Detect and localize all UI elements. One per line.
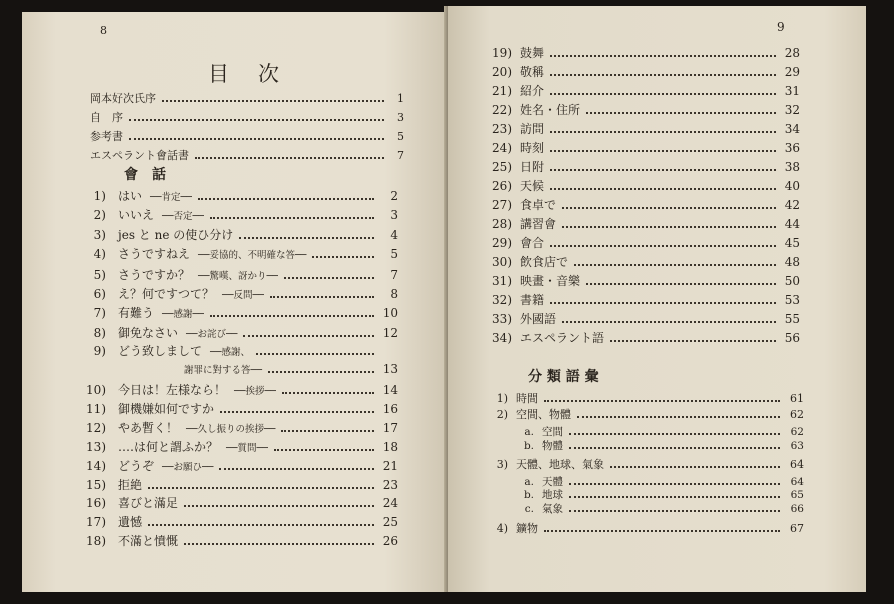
entry-label: 會合	[520, 236, 545, 250]
entry-number: 30)	[492, 255, 512, 269]
entry-page-number: 7	[390, 268, 398, 282]
leader-dots	[562, 321, 776, 323]
entry-number: 13)	[86, 440, 106, 454]
vocab-subentry	[520, 438, 804, 453]
toc-entry	[82, 226, 398, 243]
entry-number: 9)	[93, 344, 106, 358]
entry-page-number: 53	[784, 293, 800, 307]
leader-dots	[148, 524, 374, 526]
leader-dots	[550, 188, 776, 190]
leader-dots	[282, 392, 374, 394]
leader-dots	[569, 483, 780, 485]
entry-label: 空間、物體	[516, 408, 571, 421]
entry-page-number: 45	[784, 236, 800, 250]
leader-dots	[569, 496, 780, 498]
leader-dots	[550, 169, 776, 171]
vocab-subentry	[520, 487, 804, 502]
toc-entry	[486, 196, 800, 213]
toc-entry	[486, 291, 800, 308]
leader-dots	[569, 433, 780, 435]
entry-number: b.	[523, 440, 534, 452]
entry-page-number: 38	[784, 160, 800, 174]
toc-entry	[486, 120, 800, 137]
entry-page-number: 16	[382, 402, 398, 416]
entry-label: 天候	[520, 179, 545, 193]
entry-label: 外國語	[520, 312, 557, 326]
entry-label: 食卓で	[520, 198, 557, 212]
toc-entry	[486, 329, 800, 346]
entry-number: a.	[524, 476, 534, 488]
entry-page-number: 40	[784, 179, 800, 193]
leader-dots	[270, 296, 374, 298]
entry-label: 映畫・音樂	[520, 274, 581, 288]
entry-page-number: 50	[784, 274, 800, 288]
entry-label: 紹介	[520, 84, 545, 98]
toc-entry	[82, 245, 398, 262]
entry-number: 4)	[496, 522, 508, 535]
vocab-entry	[486, 456, 804, 472]
entry-label: 御免なさい	[118, 326, 179, 340]
entry-number: 17)	[86, 515, 106, 529]
leader-dots	[220, 411, 374, 413]
toc-entry	[486, 177, 800, 194]
entry-number: 3)	[496, 458, 508, 471]
entry-number: 27)	[492, 198, 512, 212]
entry-subtitle: 謝罪に對する答──	[184, 365, 262, 376]
entry-subtitle: ──感謝、	[210, 347, 250, 358]
entry-label: 今日は！左様なら！	[118, 383, 227, 397]
entry-label: やあ暫く！	[118, 421, 179, 435]
toc-entry	[486, 101, 800, 118]
entry-number: 20)	[492, 65, 512, 79]
entry-page-number: 25	[382, 515, 398, 529]
entry-number: 8)	[93, 326, 106, 340]
toc-entry	[82, 513, 398, 530]
leader-dots	[195, 157, 384, 159]
leader-dots	[284, 277, 374, 279]
toc-entry	[82, 532, 398, 549]
toc-entry	[82, 381, 398, 398]
entry-page-number: 10	[382, 306, 398, 320]
entry-number: 21)	[492, 84, 512, 98]
leader-dots	[586, 283, 776, 285]
entry-page-number: 31	[784, 84, 800, 98]
entry-page-number: 32	[784, 103, 800, 117]
entry-page-number: 12	[382, 326, 398, 340]
entry-label: 時間	[516, 392, 538, 405]
entry-number: 22)	[492, 103, 512, 117]
leader-dots	[544, 400, 780, 402]
entry-page-number: 18	[382, 440, 398, 454]
leader-dots	[148, 487, 374, 489]
entry-page-number: 67	[790, 522, 804, 535]
entry-label: ‥‥は何と謂ふか？	[118, 440, 219, 454]
entry-label: どう致しまして	[118, 344, 203, 358]
leader-dots	[550, 74, 776, 76]
entry-page-number: 44	[784, 217, 800, 231]
entry-number: 18)	[86, 534, 106, 548]
leader-dots	[569, 510, 780, 512]
entry-label: 講習會	[520, 217, 557, 231]
leader-dots	[210, 315, 374, 317]
toc-entry	[82, 419, 398, 436]
entry-label: 鼓舞	[520, 46, 545, 60]
entry-number: 11)	[86, 402, 106, 416]
entry-subtitle: ──お願ひ──	[162, 462, 214, 473]
entry-label: 敬稱	[520, 65, 545, 79]
entry-page-number: 48	[784, 255, 800, 269]
toc-entry	[82, 324, 398, 341]
entry-number: 25)	[492, 160, 512, 174]
entry-page-number: 3	[390, 208, 398, 222]
leader-dots	[610, 466, 780, 468]
entry-page-number: 61	[790, 392, 804, 405]
toc-entry	[486, 82, 800, 99]
leader-dots	[544, 530, 780, 532]
entry-label: 姓名・住所	[520, 103, 581, 117]
entry-page-number: 56	[784, 331, 800, 345]
entry-label: 氣象	[542, 503, 563, 515]
entry-number: 7)	[93, 306, 106, 320]
leader-dots	[268, 371, 374, 373]
toc-entry	[486, 63, 800, 80]
conversation-section-heading: 會 話	[124, 167, 166, 183]
entry-page-number: 34	[784, 122, 800, 136]
entry-page-number: 2	[390, 189, 398, 203]
entry-label: どうぞ	[118, 459, 155, 473]
toc-entry	[82, 266, 398, 283]
entry-label: 参考書	[90, 130, 123, 143]
entry-label: 日附	[520, 160, 545, 174]
entry-label: 天體	[542, 476, 563, 488]
leader-dots	[281, 430, 374, 432]
leader-dots	[256, 353, 374, 355]
leader-dots	[239, 237, 374, 239]
entry-page-number: 4	[390, 228, 398, 242]
entry-number: 2)	[93, 208, 106, 222]
entry-number: 31)	[492, 274, 512, 288]
leader-dots	[577, 416, 780, 418]
vocab-subentry	[520, 501, 804, 516]
leader-dots	[219, 468, 374, 470]
entry-label: 不滿と憤慨	[118, 534, 179, 548]
entry-page-number: 65	[790, 489, 804, 501]
entry-label: さうですか？	[118, 268, 191, 282]
entry-page-number: 1	[397, 92, 404, 105]
front-matter-item	[90, 90, 404, 106]
toc-entry	[486, 215, 800, 232]
entry-label: 鑛物	[516, 522, 538, 535]
entry-number: 14)	[86, 459, 106, 473]
toc-entry	[82, 494, 398, 511]
leader-dots	[562, 207, 776, 209]
entry-label: 遺憾	[118, 515, 143, 529]
entry-label: え？何ですつて？	[118, 287, 215, 301]
entry-number: 19)	[492, 46, 512, 60]
front-matter-item	[90, 128, 404, 144]
entry-label: 訪問	[520, 122, 545, 136]
entry-number: 24)	[492, 141, 512, 155]
entry-number: 28)	[492, 217, 512, 231]
entry-number: 32)	[492, 293, 512, 307]
leader-dots	[210, 217, 374, 219]
entry-page-number: 13	[382, 362, 398, 376]
right-page-number: 9	[777, 20, 785, 34]
entry-subtitle: ──質問──	[226, 443, 268, 454]
leader-dots	[198, 198, 374, 200]
entry-page-number: 23	[382, 478, 398, 492]
entry-subtitle: ──久し振りの挨拶──	[186, 424, 276, 435]
entry-subtitle: ──妥協的、不明確な答──	[198, 250, 307, 261]
entry-page-number: 55	[784, 312, 800, 326]
entry-subtitle: ──挨拶──	[234, 386, 276, 397]
entry-page-number: 14	[382, 383, 398, 397]
toc-entry	[486, 158, 800, 175]
leader-dots	[562, 226, 776, 228]
entry-page-number: 17	[382, 421, 398, 435]
front-matter-item	[90, 147, 404, 163]
entry-subtitle: ──感謝──	[162, 309, 204, 320]
entry-number: 12)	[86, 421, 106, 435]
entry-number: 2)	[496, 408, 508, 421]
entry-label: jes と ne の使ひ分け	[118, 228, 234, 242]
entry-number: 1)	[496, 392, 508, 405]
entry-label: エスペラント會話書	[90, 149, 189, 162]
toc-entry	[82, 206, 398, 223]
entry-number: 23)	[492, 122, 512, 136]
leader-dots	[586, 112, 776, 114]
entry-page-number: 26	[382, 534, 398, 548]
toc-entry	[82, 285, 398, 302]
leader-dots	[550, 55, 776, 57]
entry-label: 時刻	[520, 141, 545, 155]
toc-entry	[82, 400, 398, 417]
leader-dots	[550, 245, 776, 247]
entry-label: 物體	[542, 440, 563, 452]
left-page-number: 8	[100, 24, 107, 37]
entry-page-number: 24	[382, 496, 398, 510]
leader-dots	[184, 543, 374, 545]
entry-number: 15)	[86, 478, 106, 492]
entry-label: 自 序	[90, 111, 123, 124]
entry-subtitle: ──お詫び──	[186, 329, 238, 340]
entry-label: いいえ	[118, 208, 155, 222]
entry-label: 有難う	[118, 306, 155, 320]
leader-dots	[550, 302, 776, 304]
leader-dots	[162, 100, 384, 102]
toc-entry	[486, 139, 800, 156]
entry-number: 34)	[492, 331, 512, 345]
entry-page-number: 42	[784, 198, 800, 212]
toc-entry	[486, 253, 800, 270]
leader-dots	[550, 150, 776, 152]
entry-subtitle: ──否定──	[162, 211, 204, 222]
leader-dots	[569, 447, 780, 449]
entry-label: はい	[118, 189, 143, 203]
entry-number: 6)	[93, 287, 106, 301]
toc-entry	[82, 476, 398, 493]
toc-entry	[82, 187, 398, 204]
entry-label: 地球	[542, 489, 563, 501]
entry-label: 天體、地球、氣象	[516, 458, 604, 471]
entry-label: 書籍	[520, 293, 545, 307]
entry-number: 16)	[86, 496, 106, 510]
entry-label: さうですねえ	[118, 247, 191, 261]
entry-page-number: 3	[397, 111, 404, 124]
entry-number: 33)	[492, 312, 512, 326]
entry-number: 1)	[93, 189, 106, 203]
entry-number: 4)	[93, 247, 106, 261]
toc-entry	[486, 272, 800, 289]
leader-dots	[184, 505, 374, 507]
entry-number: a.	[524, 426, 534, 438]
entry-subtitle: ──反問──	[222, 290, 264, 301]
leader-dots	[243, 335, 374, 337]
toc-entry	[82, 438, 398, 455]
entry-number: 29)	[492, 236, 512, 250]
entry-subtitle: ──肯定──	[150, 192, 192, 203]
vocab-entry	[486, 406, 804, 422]
entry-label: 御機嫌如何ですか	[118, 402, 215, 416]
entry-subtitle: ──驚嘆、訝かり──	[198, 271, 278, 282]
toc-entry	[82, 342, 398, 359]
vocab-subentry	[520, 424, 804, 439]
entry-number: c.	[524, 503, 534, 515]
entry-label: 空間	[542, 426, 563, 438]
entry-label: 岡本好次氏序	[90, 92, 156, 105]
toc-entry	[82, 457, 398, 474]
entry-label: 飲食店で	[520, 255, 569, 269]
entry-page-number: 21	[382, 459, 398, 473]
leader-dots	[129, 138, 384, 140]
leader-dots	[550, 93, 776, 95]
toc-entry	[486, 310, 800, 327]
entry-page-number: 36	[784, 141, 800, 155]
entry-number: 3)	[93, 228, 106, 242]
leader-dots	[610, 340, 776, 342]
entry-page-number: 28	[784, 46, 800, 60]
toc-entry	[486, 234, 800, 251]
entry-page-number: 64	[790, 476, 804, 488]
entry-number: 5)	[93, 268, 106, 282]
leader-dots	[274, 449, 374, 451]
toc-title: 目 次	[208, 62, 283, 86]
entry-continuation	[176, 362, 398, 376]
entry-page-number: 66	[790, 503, 804, 515]
entry-page-number: 5	[397, 130, 404, 143]
entry-label: 喜びと滿足	[118, 496, 179, 510]
toc-entry	[82, 304, 398, 321]
entry-page-number: 62	[790, 408, 804, 421]
entry-page-number: 62	[790, 426, 804, 438]
vocab-entry	[486, 390, 804, 406]
entry-label: エスペラント語	[520, 331, 605, 345]
leader-dots	[312, 256, 374, 258]
leader-dots	[574, 264, 776, 266]
entry-page-number: 64	[790, 458, 804, 471]
leader-dots	[550, 131, 776, 133]
entry-label: 拒絶	[118, 478, 143, 492]
vocab-entry	[486, 520, 804, 536]
leader-dots	[129, 119, 384, 121]
entry-page-number: 5	[390, 247, 398, 261]
vocabulary-section-heading: 分 類 語 彙	[528, 369, 599, 385]
toc-entry	[486, 44, 800, 61]
entry-page-number: 63	[790, 440, 804, 452]
entry-number: 10)	[86, 383, 106, 397]
entry-page-number: 29	[784, 65, 800, 79]
entry-page-number: 7	[397, 149, 404, 162]
entry-page-number: 8	[390, 287, 398, 301]
entry-number: b.	[523, 489, 534, 501]
entry-number: 26)	[492, 179, 512, 193]
front-matter-item	[90, 109, 404, 125]
